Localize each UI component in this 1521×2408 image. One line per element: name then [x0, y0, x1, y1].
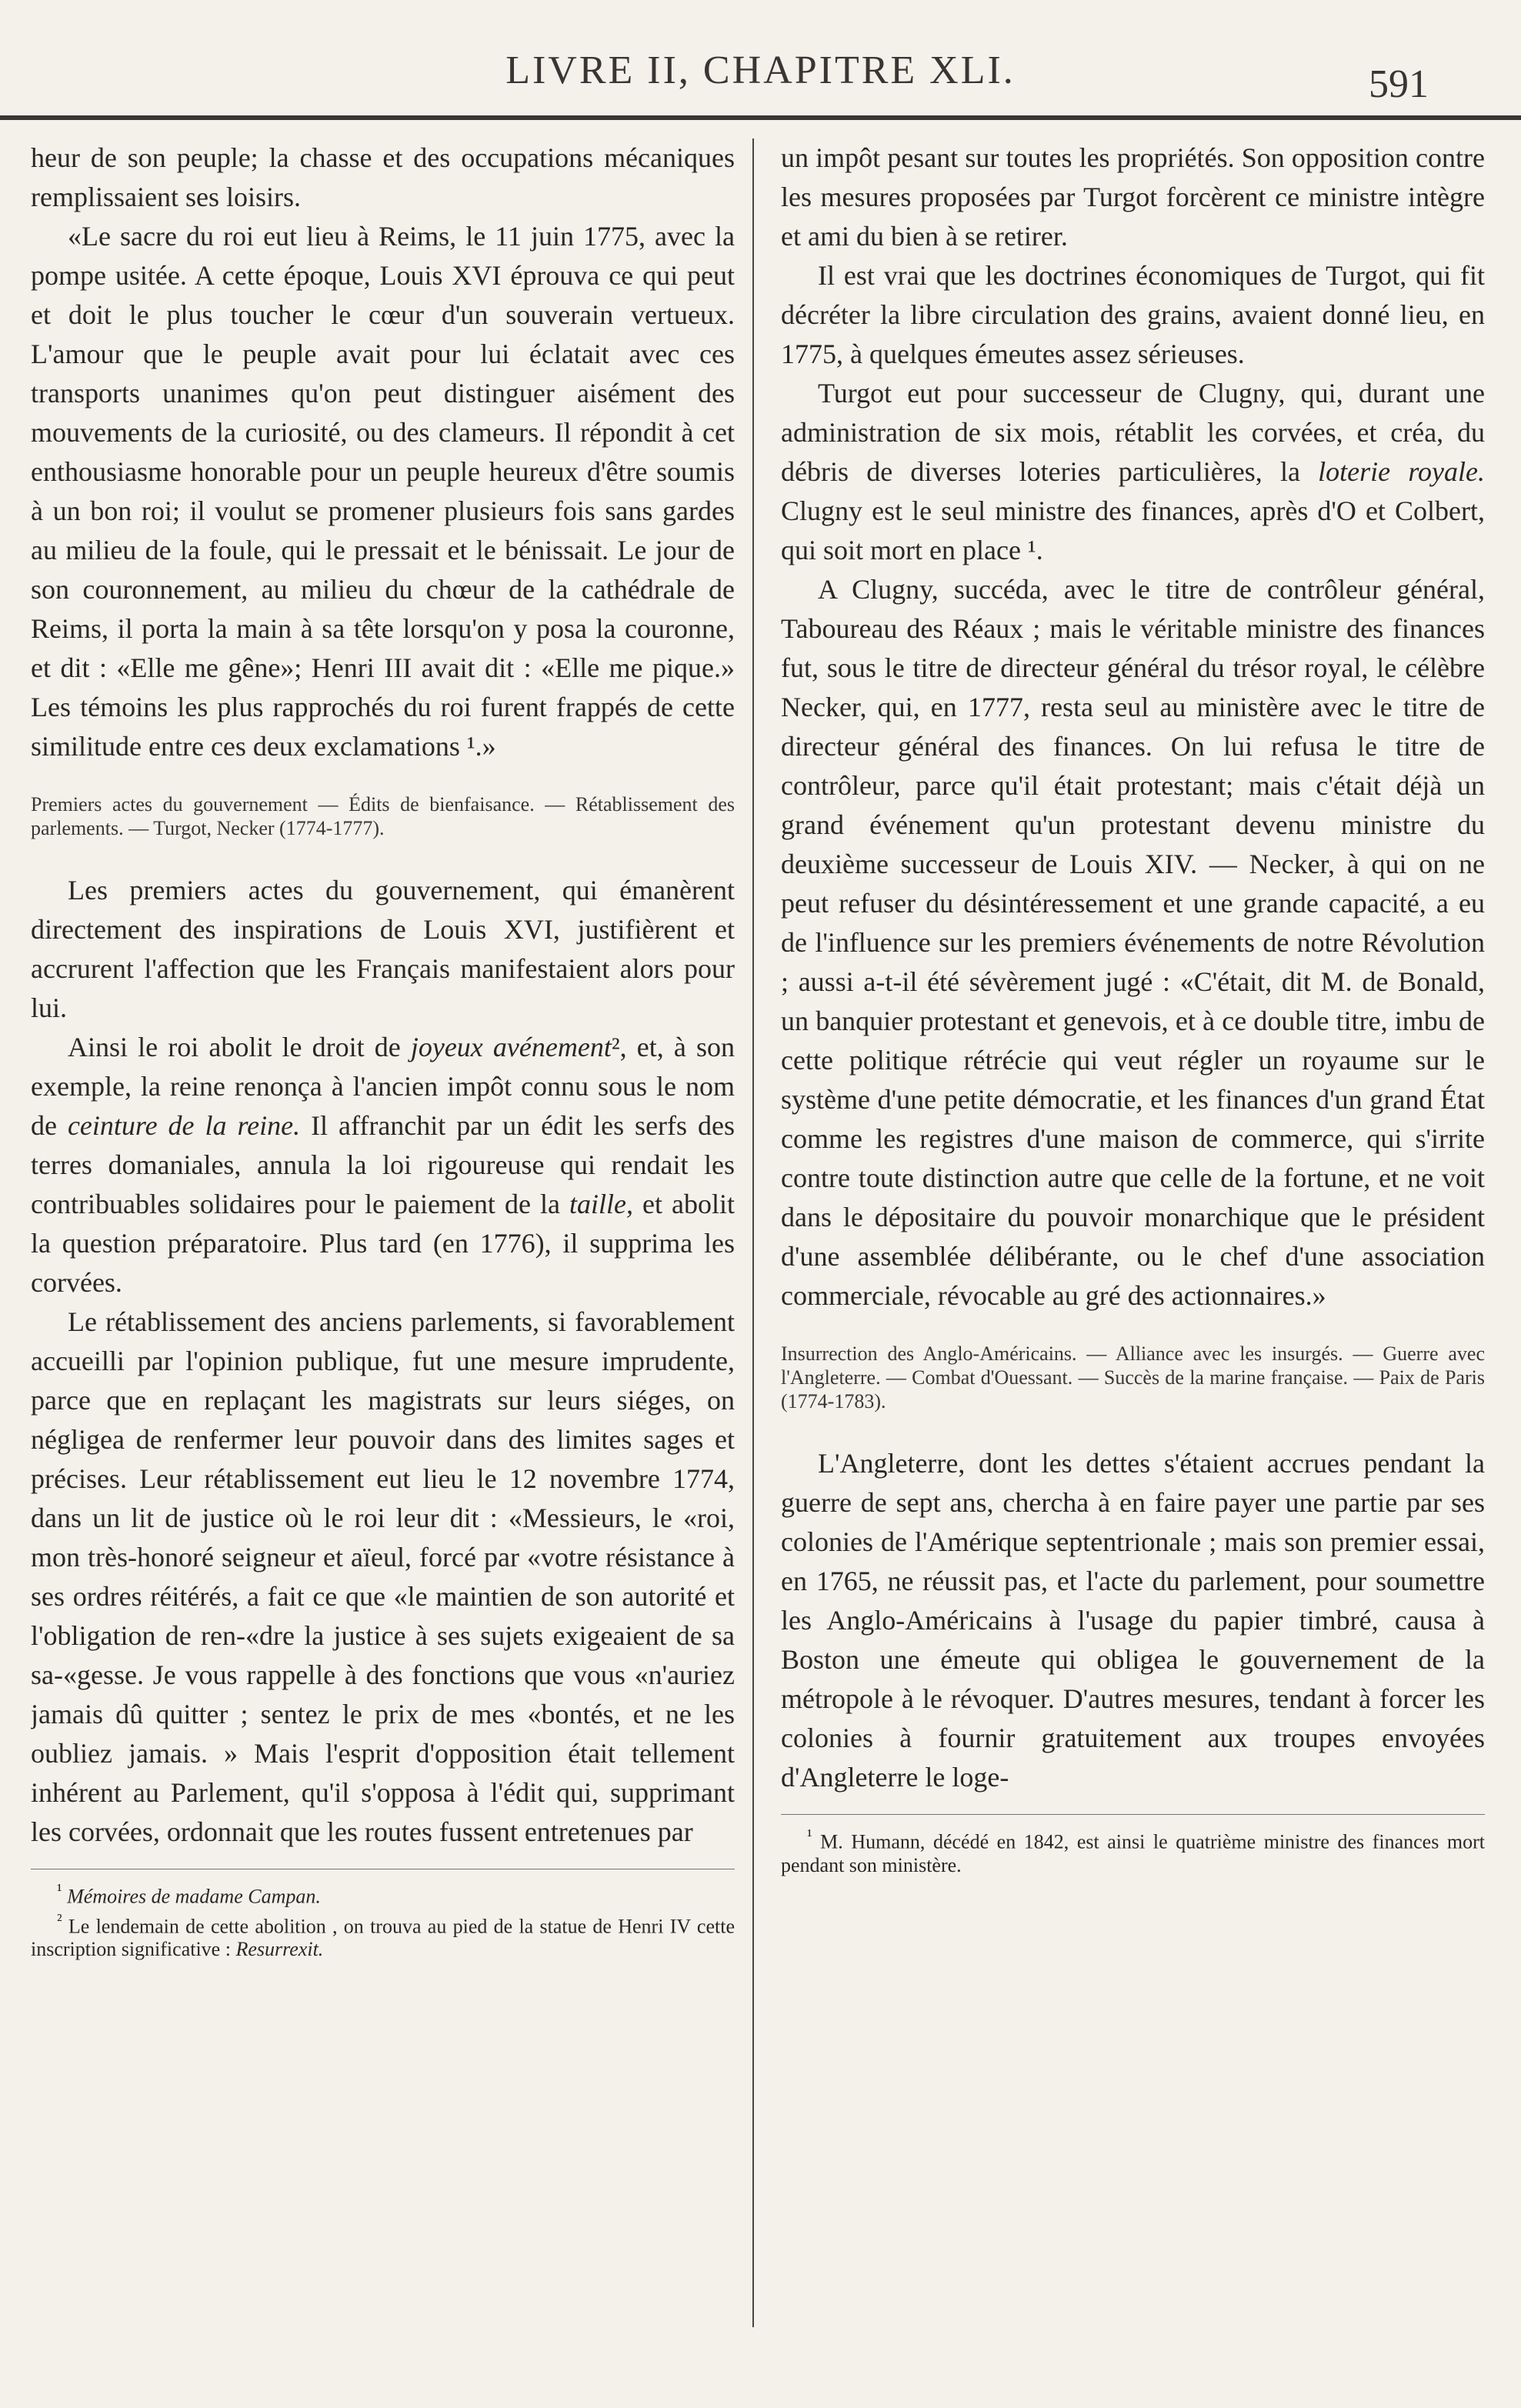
right-paragraph-5: L'Angleterre, dont les dettes s'étaient accrues pendant la guerre de sept ans, chercha à en faire payer une partie par ses colonies de l'Amérique septentrionale ; mais son premier essai, en 1765, ne réussit pas, et l'acte du parlement, pour soumettre les Anglo-Américains à l'usage du papier timbré, causa à Boston une émeute qui obligea le gouvernement de la métropole à le révoquer. D'autres mesures, tendant à forcer les colonies à fournir gratuitement aux troupes envoyées d'Angleterre le loge-: [781, 1448, 1485, 1793]
running-header-title: LIVRE II, CHAPITRE XLI.: [505, 48, 1016, 92]
header-rule: [0, 115, 1521, 120]
page-number: 591: [1369, 62, 1429, 106]
right-paragraph-1: un impôt pesant sur toutes les propriétés. Son opposition contre les mesures proposées par Turgot forcèrent ce ministre intègre et ami du bien à se retirer.: [781, 142, 1485, 252]
right-paragraph-4: A Clugny, succéda, avec le titre de contrôleur général, Taboureau des Réaux ; mais le véritable ministre des finances fut, sous le titre de directeur général du trésor royal, le célèbre Necker, qui, en 1777, resta seul au ministère avec le titre de directeur général des finances. On lui refusa le titre de contrôleur, parce qu'il était protestant; mais c'était déjà un grand événement qu'un protestant devenu ministre du deuxième successeur de Louis XIV. — Necker, à qui on ne peut refuser du désintéressement et une grande capacité, a eu de l'influence sur les premiers événements de notre Révolution ; aussi a-t-il été sévèrement jugé : «C'était, dit M. de Bonald, un banquier protestant et genevois, et à ce double titre, imbu de cette politique rétrécie qui veut régler un royaume sur le système d'une petite démocratie, et les finances d'un grand État comme les registres d'une maison de commerce, qui s'irrite contre toute distinction autre que celle de la fortune, et ne voit dans le dépositaire du pouvoir monarchique que le président d'une assemblée délibérante, ou le chef d'une association commerciale, révocable au gré des actionnaires.»: [781, 574, 1485, 1311]
right-section-summary: Insurrection des Anglo-Américains. — Alliance avec les insurgés. — Guerre avec l'Angleterre. — Combat d'Ouessant. — Succès de la marine française. — Paix de Paris (1774-1783).: [781, 1342, 1485, 1412]
italic-term-joyeux-avenement: joyeux avénement: [410, 1032, 612, 1062]
italic-term-ceinture-de-la-reine: ceinture de la reine.: [67, 1110, 301, 1141]
left-paragraph-2: «Le sacre du roi eut lieu à Reims, le 11 juin 1775, avec la pompe usitée. A cette époque, Louis XVI éprouva ce qui peut et doit le plus toucher le cœur d'un souverain vertueux. L'amour que le peuple avait pour lui éclatait avec ces transports unanimes qu'on peut distinguer aisément des mouvements de la curiosité, ou des clameurs. Il répondit à cet enthousiasme honorable pour un peuple heureux d'être soumis à un bon roi; il voulut se promener plusieurs fois sans gardes au milieu de la foule, qui le pressait et le bénissait. Le jour de son couronnement, au milieu du chœur de la cathédrale de Reims, il porta la main à sa tête lorsqu'on y posa la couronne, et dit : «Elle me gêne»; Henri III avait dit : «Elle me pique.» Les témoins les plus rapprochés du roi furent frappés de cette similitude entre ces deux exclamations ¹.»: [31, 221, 735, 762]
right-column: [781, 138, 1485, 2346]
right-paragraph-2: Il est vrai que les doctrines économiques de Turgot, qui fit décréter la libre circulation des grains, avaient donné lieu, en 1775, à quelques émeutes assez sérieuses.: [781, 260, 1485, 369]
left-section-summary: Premiers actes du gouvernement — Édits de bienfaisance. — Rétablissement des parlements. — Turgot, Necker (1774-1777).: [31, 793, 735, 839]
left-paragraph-1: heur de son peuple; la chasse et des occupations mécaniques remplissaient ses loisirs.: [31, 142, 735, 212]
right-paragraph-3: Turgot eut pour successeur de Clugny, qui, durant une administration de six mois, rétablit les corvées, et créa, du débris de diverses loteries particulières, la loterie royale. Clugny est le seul ministre des finances, après d'O et Colbert, qui soit mort en place ¹.: [781, 378, 1485, 565]
left-paragraph-3: Les premiers actes du gouvernement, qui émanèrent directement des inspirations de Louis XVI, justifièrent et accrurent l'affection que les Français manifestaient alors pour lui.: [31, 875, 735, 1023]
italic-term-taille: taille,: [569, 1189, 633, 1219]
right-footnote-1: $^{^1}$ M. Humann, décédé en 1842, est ainsi le quatrième ministre des finances mort pendant son ministère.: [781, 1826, 1485, 1876]
column-divider: [752, 138, 754, 2327]
left-column: [31, 138, 735, 2346]
right-footnote-rule: [781, 1814, 1485, 1815]
left-paragraph-5: Le rétablissement des anciens parlements, si favorablement accueilli par l'opinion publique, fut une mesure imprudente, parce que en replaçant les magistrats sur leurs siéges, on négligea de renfermer leur pouvoir dans des limites sages et précises. Leur rétablissement eut lieu le 12 novembre 1774, dans un lit de justice où le roi leur dit : «Messieurs, le «roi, mon très-honoré seigneur et aïeul, forcé par «votre résistance à ses ordres réitérés, a fait ce que «le maintien de son autorité et l'obligation de ren-«dre la justice à ses sujets exigeaient de sa sa-«gesse. Je vous rappelle à des fonctions que vous «n'auriez jamais dû quitter ; sentez le prix de mes «bontés, et ne les oubliez jamais. » Mais l'esprit d'opposition était tellement inhérent au Parlement, qu'il s'opposa à l'édit qui, supprimant les corvées, ordonnait que les routes fussent entretenues par: [31, 1306, 735, 1847]
left-paragraph-4: Ainsi le roi abolit le droit de joyeux avénement², et, à son exemple, la reine renonça à l'ancien impôt connu sous le nom de ceinture de la reine. Il affranchit par un édit les serfs des terres domaniales, annula la loi rigoureuse qui rendait les contribuables solidaires pour le paiement de la taille, et abolit la question préparatoire. Plus tard (en 1776), il supprima les corvées.: [31, 1032, 735, 1298]
left-footnote-1: $^{^1}$ Mémoires de madame Campan.: [57, 1880, 321, 1908]
left-footnote-2: $^{^2}$ Le lendemain de cette abolition , on trouva au pied de la statue de Henri IV cette inscription significative : Resurrexit.: [31, 1909, 735, 1961]
italic-term-loterie-royale: loterie royale.: [1318, 456, 1485, 487]
